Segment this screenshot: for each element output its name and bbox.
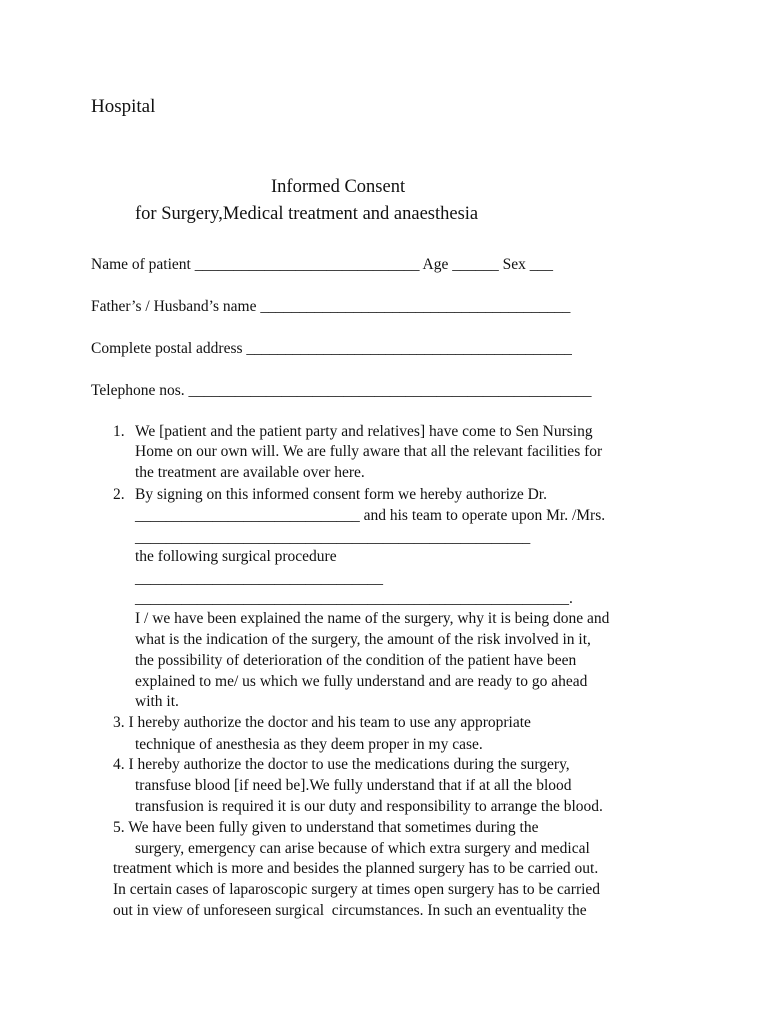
father-husband-name-field[interactable]: Father’s / Husband’s name ________________________________________ [91, 298, 571, 315]
procedure-blank[interactable]: ________________________________________________________. [135, 590, 573, 607]
doctor-name-blank[interactable]: _____________________________ and his team to operate upon Mr. /Mrs. [135, 507, 606, 524]
item-1-line: the treatment are available over here. [135, 464, 365, 481]
procedure-blank[interactable]: ________________________________ [135, 570, 383, 587]
item-number: 1. [113, 423, 125, 440]
item-2-line: By signing on this informed consent form we hereby authorize Dr. [135, 486, 547, 503]
item-4-line: transfuse blood [if need be].We fully understand that if at all the blood [135, 777, 572, 794]
item-5-line: treatment which is more and besides the planned surgery has to be carried out. [113, 860, 599, 877]
item-2-line: explained to me/ us which we fully understand and are ready to go ahead [135, 673, 588, 690]
form-title: Informed Consent [271, 177, 406, 197]
item-1-line: Home on our own will. We are fully aware that all the relevant facilities for [135, 443, 603, 460]
item-2-line: the possibility of deterioration of the condition of the patient have been [135, 652, 577, 669]
item-2-line: with it. [135, 693, 179, 710]
item-number: 2. [113, 486, 125, 503]
item-3-line: technique of anesthesia as they deem proper in my case. [135, 736, 483, 753]
item-5-line: out in view of unforeseen surgical circumstances. In such an eventuality the [113, 902, 587, 919]
telephone-field[interactable]: Telephone nos. ____________________________________________________ [91, 382, 592, 399]
patient-name-age-sex-field[interactable]: Name of patient _____________________________ Age ______ Sex ___ [91, 256, 553, 273]
item-5-line: 5. We have been fully given to understand that sometimes during the [113, 819, 539, 836]
patient-name-blank[interactable]: ___________________________________________________ [135, 529, 531, 546]
item-2-line: I / we have been explained the name of the surgery, why it is being done and [135, 610, 610, 627]
item-5-line: In certain cases of laparoscopic surgery at times open surgery has to be carried [113, 881, 601, 898]
item-4-line: transfusion is required it is our duty and responsibility to arrange the blood. [135, 798, 603, 815]
item-2-line: the following surgical procedure [135, 548, 337, 565]
item-2-line: what is the indication of the surgery, the amount of the risk involved in it, [135, 631, 591, 648]
form-subtitle: for Surgery,Medical treatment and anaesthesia [135, 204, 479, 224]
postal-address-field[interactable]: Complete postal address __________________________________________ [91, 340, 572, 357]
hospital-name: Hospital [91, 96, 156, 117]
item-3-line: 3. I hereby authorize the doctor and his team to use any appropriate [113, 714, 531, 731]
item-1-line: We [patient and the patient party and relatives] have come to Sen Nursing [135, 423, 593, 440]
item-4-line: 4. I hereby authorize the doctor to use the medications during the surgery, [113, 756, 570, 773]
item-5-line: surgery, emergency can arise because of which extra surgery and medical [135, 840, 590, 857]
